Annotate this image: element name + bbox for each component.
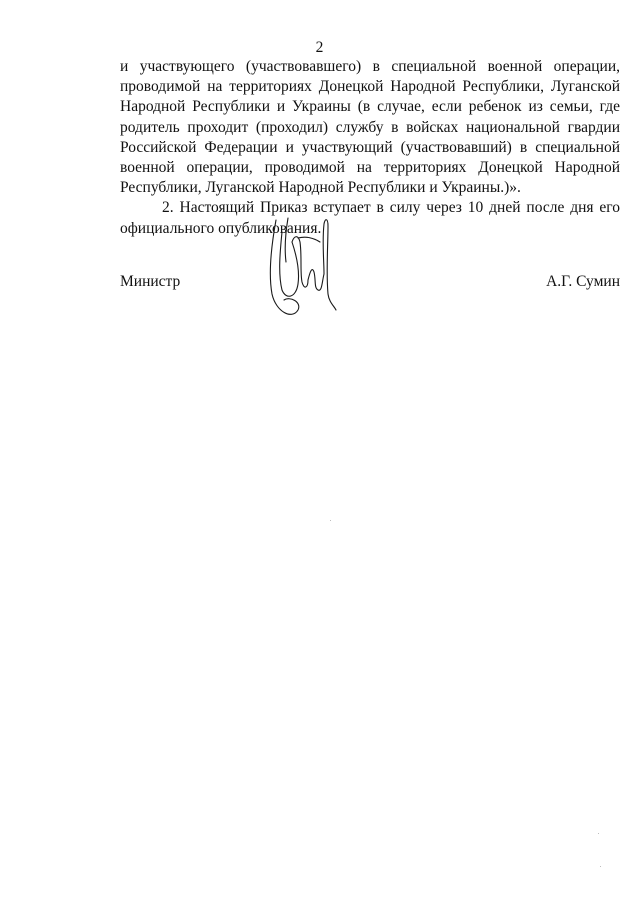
paragraph-continuation: и участвующего (участвовавшего) в специальной военной операции, проводимой на территориях Донецкой Народной Республики, Луганской Народной Республики и Украины (в случае, если ребенок из семьи, где родитель проходит (проходил) службу в войсках национальной гвардии Российской Федерации и участвующий (участвовавший) в специальной военной операции, проводимой на территориях Донецкой Народной Республики, Луганской Народной Республики и Украины.)». bbox=[120, 58, 620, 197]
signatory-name: А.Г. Сумин bbox=[546, 273, 620, 290]
scan-speck bbox=[598, 833, 599, 834]
scan-speck bbox=[600, 866, 601, 867]
signatory-position: Министр bbox=[120, 273, 181, 290]
signature-block bbox=[120, 272, 620, 294]
page-number: 2 bbox=[315, 39, 324, 56]
document-body bbox=[120, 57, 620, 239]
paragraph-effective-date: 2. Настоящий Приказ вступает в силу через 10 дней после дня его официального опубликования. bbox=[120, 199, 620, 237]
handwritten-signature bbox=[262, 212, 342, 324]
scan-speck bbox=[330, 520, 331, 521]
